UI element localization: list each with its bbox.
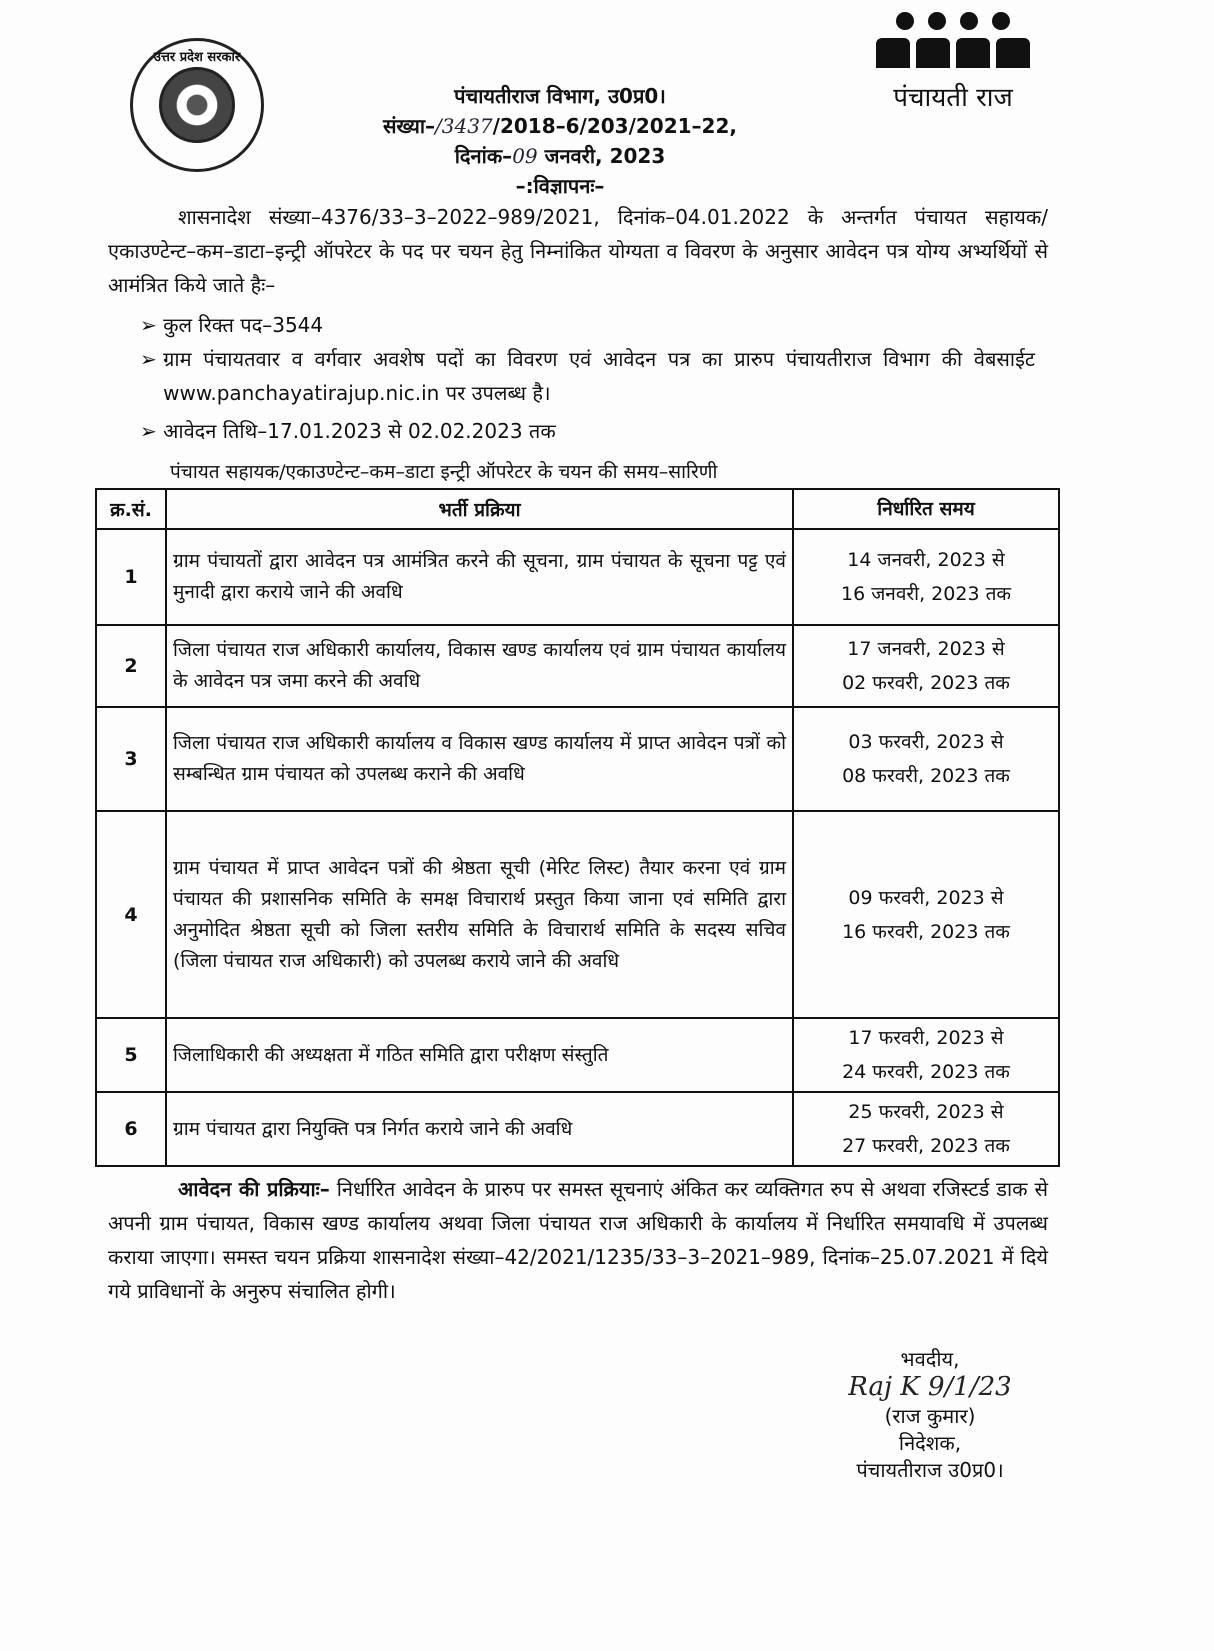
seal-emblem-icon	[159, 67, 235, 143]
table-title: पंचायत सहायक/एकाउण्टेन्ट–कम–डाटा इन्ट्री ऑपरेटर के चयन की समय–सारिणी	[170, 461, 718, 483]
time-from: 09 फरवरी, 2023 से	[848, 886, 1004, 909]
closing: भवदीय,	[900, 1347, 960, 1371]
bullet-list	[140, 308, 1035, 448]
bullet-item: ➢ आवेदन तिथि–17.01.2023 से 02.02.2023 तक	[140, 419, 556, 443]
time-from: 03 फरवरी, 2023 से	[848, 731, 1004, 753]
time-from: 14 जनवरी, 2023 से	[847, 549, 1005, 571]
row-process: जिलाधिकारी की अध्यक्षता में गठित समिति द्वारा परीक्षण संस्तुति	[166, 1018, 793, 1092]
logo-caption: पंचायती राज	[893, 83, 1013, 113]
time-to: 02 फरवरी, 2023 तक	[842, 672, 1010, 694]
row-time	[793, 1092, 1059, 1166]
table-row	[96, 1092, 1059, 1166]
bullet-item: ➢ ग्राम पंचायतवार व वर्गवार अवशेष पदों का विवरण एवं आवेदन पत्र का प्रारुप पंचायतीराज विभाग की वेबसाईट www.panchayatirajup.nic.in पर उपलब्ध है।	[140, 347, 1035, 405]
time-to: 16 जनवरी, 2023 तक	[840, 583, 1011, 605]
time-to: 16 फरवरी, 2023 तक	[842, 920, 1010, 943]
row-number: 6	[96, 1092, 166, 1166]
signature-block	[800, 1345, 1060, 1483]
signatory-office: पंचायतीराज उ0प्र0।	[856, 1458, 1004, 1482]
notice-title: –:विज्ञापनः–	[515, 174, 605, 198]
time-to: 24 फरवरी, 2023 तक	[842, 1061, 1010, 1083]
row-number: 1	[96, 529, 166, 625]
row-time	[793, 811, 1059, 1018]
time-from: 25 फरवरी, 2023 से	[848, 1101, 1004, 1123]
row-process: ग्राम पंचायत द्वारा नियुक्ति पत्र निर्गत कराये जाने की अवधि	[166, 1092, 793, 1166]
header-time: निर्धारित समय	[793, 489, 1059, 529]
row-time	[793, 625, 1059, 707]
row-time	[793, 1018, 1059, 1092]
header-process: भर्ती प्रक्रिया	[166, 489, 793, 529]
row-time	[793, 529, 1059, 625]
row-process: ग्राम पंचायतों द्वारा आवेदन पत्र आमंत्रित करने की सूचना, ग्राम पंचायत के सूचना पट्ट एवं मुनादी द्वारा कराये जाने की अवधि	[166, 529, 793, 625]
row-process: ग्राम पंचायत में प्राप्त आवेदन पत्रों की श्रेष्ठता सूची (मेरिट लिस्ट) तैयार करना एवं ग्राम पंचायत की प्रशासनिक समिति के समक्ष विचारार्थ प्रस्तुत किया जाना एवं समिति द्वारा अनुमोदित श्रेष्ठता सूची को जिला स्तरीय समिति के विचारार्थ समिति के सदस्य सचिव (जिला पंचायत राज अधिकारी) को उपलब्ध कराये जाने की अवधि	[166, 811, 793, 1018]
procedure-label: आवेदन की प्रक्रियाः–	[178, 1177, 330, 1201]
row-number: 4	[96, 811, 166, 1018]
header-serial: क्र.सं.	[96, 489, 166, 529]
up-government-seal	[130, 38, 264, 172]
signatory-designation: निदेशक,	[898, 1431, 962, 1455]
time-from: 17 जनवरी, 2023 से	[847, 638, 1005, 660]
row-number: 3	[96, 707, 166, 811]
table-row	[96, 529, 1059, 625]
schedule-table	[95, 488, 1060, 1167]
notice-date: दिनांक–09 जनवरी, 2023	[454, 144, 666, 168]
table-row	[96, 1018, 1059, 1092]
row-process: जिला पंचायत राज अधिकारी कार्यालय व विकास खण्ड कार्यालय में प्राप्त आवेदन पत्रों को सम्बन्धित ग्राम पंचायत को उपलब्ध कराने की अवधि	[166, 707, 793, 811]
table-row	[96, 811, 1059, 1018]
bullet-item: ➢ कुल रिक्त पद–3544	[140, 313, 324, 337]
row-process: जिला पंचायत राज अधिकारी कार्यालय, विकास खण्ड कार्यालय एवं ग्राम पंचायत कार्यालय के आवेदन पत्र जमा करने की अवधि	[166, 625, 793, 707]
row-number: 2	[96, 625, 166, 707]
procedure-text: निर्धारित आवेदन के प्रारुप पर समस्त सूचनाएं अंकित कर व्यक्तिगत रुप से अथवा रजिस्टर्ड डाक से अपनी ग्राम पंचायत, विकास खण्ड कार्यालय अथवा जिला पंचायत राज अधिकारी के कार्यालय में निर्धारित समयावधि में उपलब्ध कराया जाएगा। समस्त चयन प्रक्रिया शासनादेश संख्या–42/2021/1235/33–3–2021–989, दिनांक–25.07.2021 में दिये गये प्राविधानों के अनुरुप संचालित होगी।	[108, 1177, 1048, 1303]
row-number: 5	[96, 1018, 166, 1092]
seal-text: उत्तर प्रदेश सरकार	[153, 50, 241, 65]
time-to: 08 फरवरी, 2023 तक	[842, 765, 1010, 787]
department-name: पंचायतीराज विभाग, उ0प्र0।	[454, 84, 666, 108]
handwritten-signature: Raj K 9/1/23	[848, 1372, 1012, 1402]
reference-number: संख्या–/3437/2018–6/203/2021–22,	[383, 114, 737, 138]
row-time	[793, 707, 1059, 811]
time-from: 17 फरवरी, 2023 से	[848, 1027, 1004, 1049]
procedure-paragraph	[108, 1172, 1048, 1308]
panchayati-raj-logo	[868, 12, 1038, 114]
intro-paragraph: शासनादेश संख्या–4376/33–3–2022–989/2021, दिनांक–04.01.2022 के अन्तर्गत पंचायत सहायक/एकाउण्टेन्ट–कम–डाटा–इन्ट्री ऑपरेटर के पद पर चयन हेतु निम्नांकित योग्यता व विवरण के अनुसार आवेदन पत्र योग्य अभ्यर्थियों से आमंत्रित किये जाते हैः–	[108, 205, 1048, 297]
signatory-name: (राज कुमार)	[884, 1404, 976, 1428]
time-to: 27 फरवरी, 2023 तक	[842, 1135, 1010, 1157]
table-row	[96, 625, 1059, 707]
table-row	[96, 707, 1059, 811]
